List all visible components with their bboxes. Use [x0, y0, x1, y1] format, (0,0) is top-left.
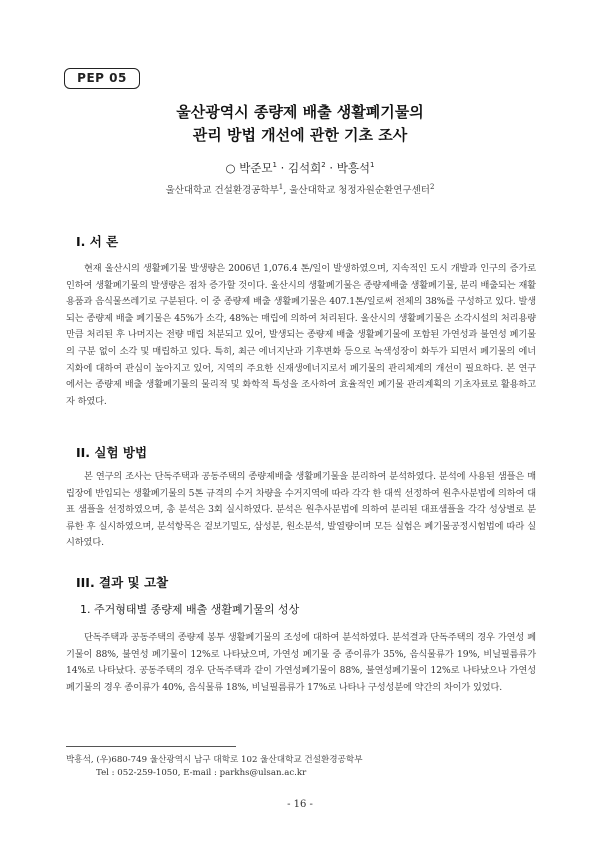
affiliation-name: 울산대학교 청정자원순환연구센터: [289, 185, 430, 196]
author-list: [0, 160, 600, 176]
author-name: 김석희: [287, 161, 322, 175]
author-name: 박준모: [239, 161, 273, 175]
footnote-address: 박흥석, (우)680-749 울산광역시 남구 대학로 102 울산대학교 건설환경공학부: [66, 755, 363, 765]
author-separator: ·: [276, 161, 288, 175]
author-name: 박흥석: [336, 161, 371, 175]
presenter-mark: ○: [225, 161, 236, 175]
footnote-divider: [66, 746, 236, 747]
paper-title-line2: 관리 방법 개선에 관한 기초 조사: [192, 126, 408, 144]
author-affil-mark: 1: [272, 161, 277, 170]
affiliation-mark: 2: [429, 182, 435, 191]
paragraph-introduction: 현재 울산시의 생활폐기물 발생량은 2006년 1,076.4 톤/일이 발생하였으며, 지속적인 도시 개발과 인구의 증가로 인하여 생활폐기물의 발생량은 점차 증가할 것이다. 울산시의 생활폐기물은 종량제배출 생활폐기물, 분리 배출되는 재활용품과 음식물쓰레기로 구분된다. 이 중 종량제 배출 생활폐기물은 407.1톤/일로써 전체의 38%를 구성하고 있다. 발생되는 종량제 배출 폐기물은 45%가 소각, 48%는 매립에 의하여 처리된다. 울산시의 생활폐기물은 소각시설의 처리용량 만큼 처리된 후 나머지는 전량 매립 처분되고 있어, 발생되는 종량제 배출 생활폐기물에 포함된 가연성과 불연성 폐기물의 구분 없이 소각 및 매립하고 있다. 특히, 최근 에너지난과 기후변화 등으로 녹색성장이 화두가 되면서 폐기물의 에너지화에 대하여 관심이 높아지고 있어, 지역의 주요한 신재생에너지로서 폐기물의 관리체계의 개선이 필요하다. 본 연구에서는 종량제 배출 생활폐기물의 물리적 및 화학적 특성을 조사하여 효율적인 폐기물 관리계획의 기초자료로 활용하고자 하였다.: [66, 263, 536, 407]
paragraph-method: 본 연구의 조사는 단독주택과 공동주택의 종량제배출 생활폐기물을 분리하여 분석하였다. 분석에 사용된 샘플은 매립장에 반입되는 생활폐기물의 5톤 규격의 수거 차량을 수거지역에 따라 각각 한 대씩 선정하여 원추사분법에 의하여 대표 샘플을 선정하였으며, 총 분석은 3회 실시하였다. 분석은 원추사분법에 의하여 분리된 대표샘플을 각각 성상별로 분류한 후 실시하였으며, 분석항목은 겉보기밀도, 삼성분, 원소분석, 발열량이며 모든 실험은 폐기물공정시험법에 따라 실시하였다.: [66, 471, 536, 549]
paper-title-line1: 울산광역시 종량제 배출 생활폐기물의: [176, 103, 424, 121]
page-number: - 16 -: [287, 799, 313, 810]
affiliation-mark: 1: [278, 182, 284, 191]
affiliation: [0, 182, 600, 196]
section-heading-results: III. 결과 및 고찰: [76, 575, 169, 590]
section-heading-introduction: I. 서 론: [76, 234, 119, 249]
author-separator: ·: [325, 161, 337, 175]
section-heading-method: II. 실험 방법: [76, 445, 148, 460]
author-affil-mark: 2: [321, 161, 326, 170]
paragraph-results: 단독주택과 공동주택의 종량제 봉투 생활폐기물의 조성에 대하여 분석하였다. 분석결과 단독주택의 경우 가연성 폐기물이 88%, 불연성 폐기물이 12%로 나타났으며, 가연성 폐기물 중 종이류가 35%, 음식물류가 19%, 비닐필름류가 14%로 나타났다. 공동주택의 경우 단독주택과 같이 가연성폐기물이 88%, 불연성폐기물이 12%로 나타났으나 가연성폐기물의 경우 종이류가 40%, 음식물류 18%, 비닐필름류가 17%로 나타나 구성성분에 약간의 차이가 있었다.: [66, 632, 536, 693]
footnote-contact: Tel : 052-259-1050, E-mail : parkhs@ulsan.ac.kr: [96, 768, 307, 778]
subsection-heading: 1. 주거형태별 종량제 배출 생활폐기물의 성상: [80, 603, 300, 616]
affiliation-separator: ,: [283, 185, 290, 196]
session-badge: PEP 05: [64, 68, 140, 89]
affiliation-name: 울산대학교 건설환경공학부: [165, 185, 279, 196]
author-affil-mark: 1: [370, 161, 375, 170]
